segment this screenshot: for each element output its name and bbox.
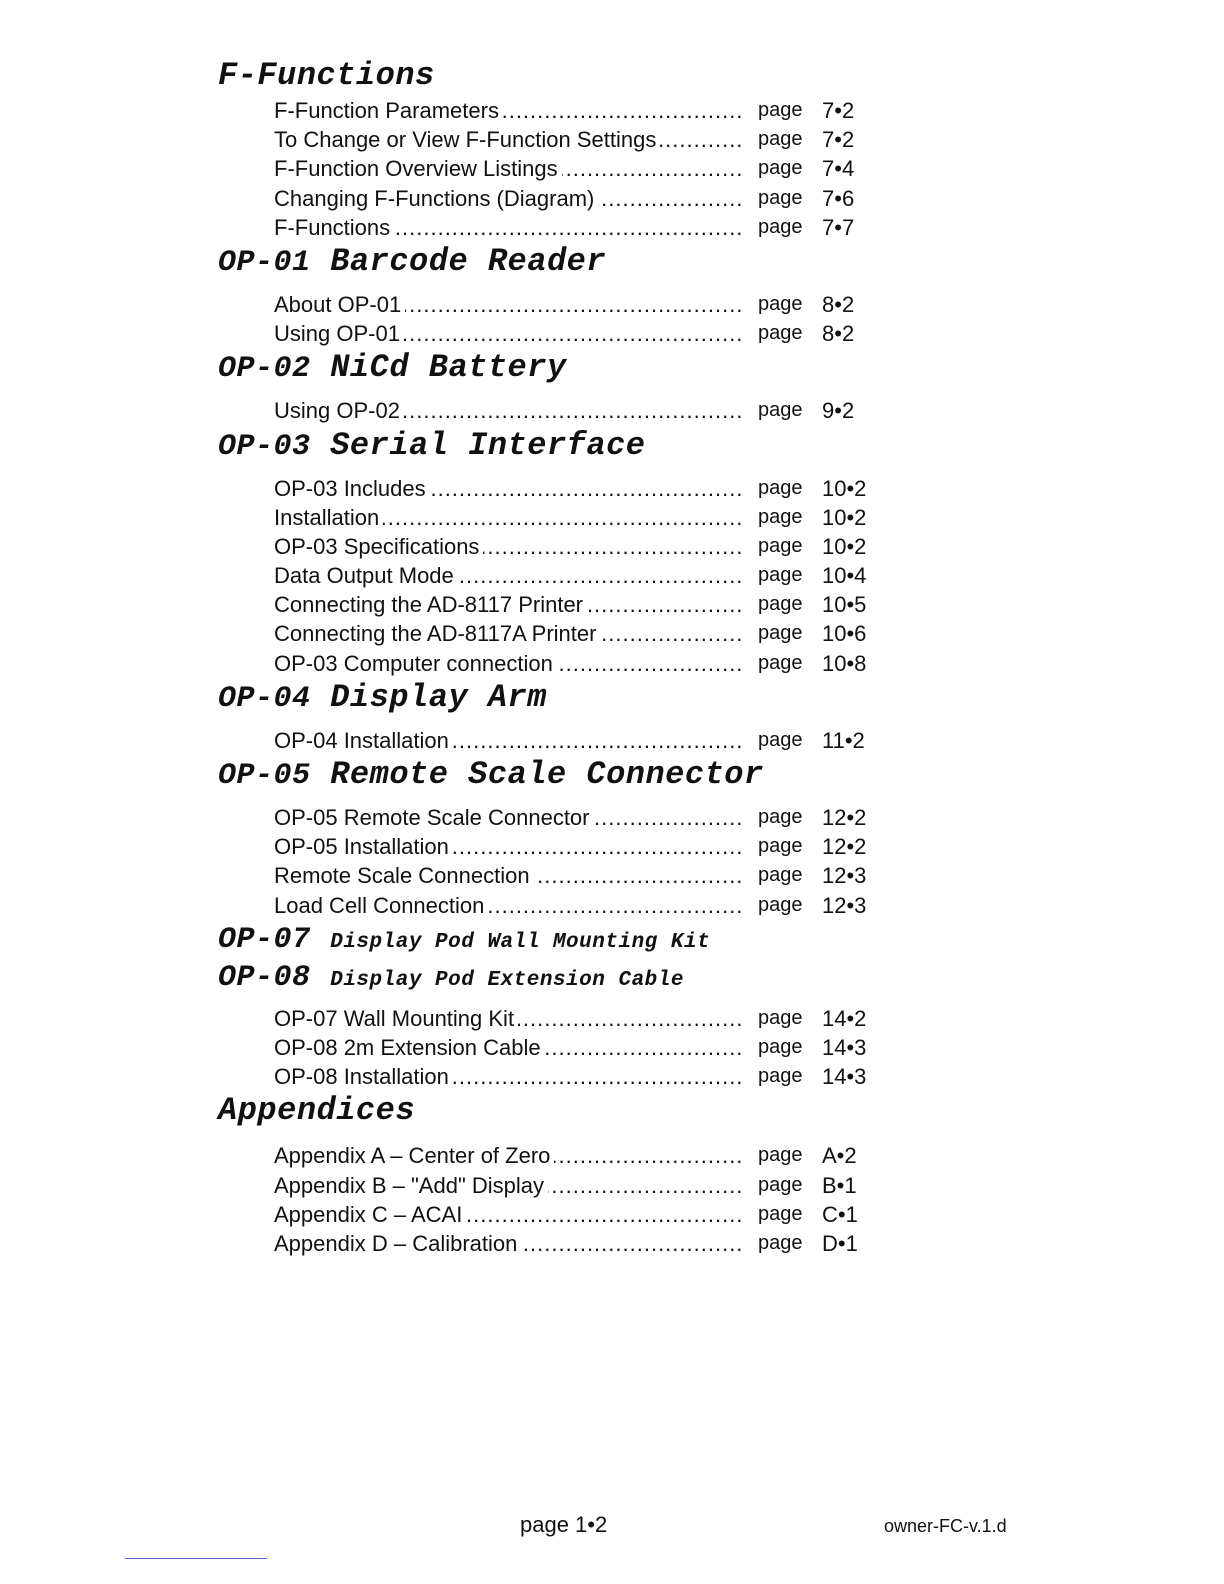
toc-entry-page: 10•5 (822, 592, 867, 618)
section-title: Barcode Reader (330, 242, 607, 280)
page-word: page (758, 1006, 803, 1029)
toc-entry-page: 10•2 (822, 533, 867, 559)
toc-entry-page: 7•4 (822, 156, 855, 182)
toc-entry[interactable] (274, 125, 874, 154)
toc-entry[interactable] (274, 726, 874, 755)
toc-entry-page: 12•2 (822, 805, 867, 830)
toc-entry[interactable] (274, 803, 874, 832)
toc-entry-label: Appendix B – "Add" Display (274, 1173, 548, 1198)
toc-entry-label: OP-07 Wall Mounting Kit (274, 1006, 518, 1031)
toc-entry[interactable] (274, 649, 874, 678)
toc-entry-page: A•2 (822, 1143, 857, 1169)
toc-entry-label: OP-05 Installation (274, 834, 453, 859)
toc-entry-label: F-Function Parameters (274, 98, 503, 123)
toc-entry[interactable] (274, 474, 874, 503)
section-heading-op08 (218, 958, 918, 996)
section-title: Serial Interface (330, 426, 646, 464)
page-word: page (758, 651, 803, 674)
toc-entry-label: Installation (274, 505, 383, 530)
toc-entry-page: 8•2 (822, 321, 855, 347)
page-word: page (758, 476, 803, 499)
divider (125, 1558, 267, 1559)
page-word: page (758, 1065, 803, 1088)
toc-entry-page: D•1 (822, 1230, 858, 1256)
page-word: page (758, 1231, 803, 1254)
section-heading-appendices (218, 1091, 918, 1131)
section-code: OP-03 (218, 429, 311, 464)
page-word: page (758, 505, 803, 528)
toc-entry[interactable] (274, 1033, 874, 1062)
page-word: page (758, 99, 803, 121)
section-code: OP-01 (218, 245, 311, 280)
page-word: page (758, 564, 803, 587)
toc-entry-page: 7•6 (822, 185, 855, 211)
toc-entry[interactable] (274, 1004, 874, 1033)
toc-entry-page: 10•2 (822, 504, 867, 530)
page-word: page (758, 534, 803, 557)
toc-entry-label: OP-03 Includes (274, 476, 430, 501)
section-title: F-Functions (218, 57, 435, 94)
toc-entry[interactable] (274, 590, 874, 619)
page-word: page (758, 1144, 803, 1167)
toc-entry-page: 12•2 (822, 834, 867, 860)
toc-entry[interactable] (274, 213, 874, 242)
section-title: Display Pod Wall Mounting Kit (330, 930, 711, 954)
toc-entry-label: Changing F-Functions (Diagram) (274, 186, 598, 211)
toc-entry[interactable] (274, 1229, 874, 1258)
toc-entry[interactable] (274, 861, 874, 890)
toc-entry-label: OP-08 Installation (274, 1064, 453, 1089)
page-word: page (758, 835, 803, 858)
page-word: page (758, 1202, 803, 1225)
page-word: page (758, 157, 803, 180)
toc-entry-label: About OP-01 (274, 292, 405, 317)
toc-entry-label: OP-03 Computer connection (274, 651, 557, 676)
toc-entry[interactable] (274, 532, 874, 561)
toc-entry-label: OP-03 Specifications (274, 534, 483, 559)
page-word: page (758, 622, 803, 645)
toc-entry-page: 12•3 (822, 892, 867, 918)
toc-entry-label: Using OP-01 (274, 321, 404, 346)
section-code: OP-07 (218, 922, 311, 957)
toc-entry-label: Remote Scale Connection (274, 863, 534, 888)
toc-entry-label: Data Output Mode (274, 563, 458, 588)
toc-entry[interactable] (274, 1171, 874, 1200)
toc-entry-label: To Change or View F-Function Settings (274, 127, 660, 152)
page-number: page 1•2 (520, 1512, 608, 1537)
toc-entry[interactable] (274, 96, 874, 125)
toc-entry[interactable] (274, 503, 874, 532)
toc-entry[interactable] (274, 290, 874, 319)
toc-entry-page: 11•2 (822, 727, 865, 753)
toc-entry-page: 14•2 (822, 1005, 867, 1031)
page-word: page (758, 292, 803, 315)
toc-entry[interactable] (274, 561, 874, 590)
page-word: page (758, 728, 803, 751)
toc-entry-page: 7•7 (822, 214, 855, 240)
page-word: page (758, 322, 803, 345)
page-word: page (758, 893, 803, 916)
toc-entry-label: F-Functions (274, 215, 394, 240)
toc-entry-page: 14•3 (822, 1064, 867, 1090)
toc-entry-page: B•1 (822, 1172, 857, 1198)
section-heading-op05 (218, 755, 918, 795)
section-code: OP-05 (218, 759, 311, 793)
toc-entry-label: OP-04 Installation (274, 728, 453, 753)
toc-entry-page: 9•2 (822, 398, 855, 424)
toc-entry[interactable] (274, 396, 874, 425)
toc-entry-page: 8•2 (822, 291, 855, 317)
toc-entry[interactable] (274, 619, 874, 648)
toc-entry-page: 7•2 (822, 98, 855, 123)
toc-entry[interactable] (274, 184, 874, 213)
page-word: page (758, 215, 803, 238)
table-of-contents (218, 56, 918, 1258)
toc-entry-label: Connecting the AD-8117 Printer (274, 592, 587, 617)
toc-entry-label: F-Function Overview Listings (274, 156, 562, 181)
toc-entry[interactable] (274, 832, 874, 861)
toc-entry[interactable] (274, 1141, 874, 1170)
toc-entry-page: 14•3 (822, 1034, 867, 1060)
section-title: Display Pod Extension Cable (330, 968, 684, 992)
page-word: page (758, 399, 803, 422)
section-code: OP-04 (218, 681, 311, 716)
section-heading-f-functions (218, 56, 918, 96)
toc-entry[interactable] (274, 891, 874, 920)
toc-entry-page: 12•3 (822, 863, 867, 889)
section-code: OP-02 (218, 352, 311, 387)
section-code: OP-08 (218, 960, 311, 995)
toc-entry-label: OP-05 Remote Scale Connector (274, 805, 594, 830)
toc-entry-label: OP-08 2m Extension Cable (274, 1035, 545, 1060)
toc-entry[interactable] (274, 1200, 874, 1229)
toc-entry-page: 10•2 (822, 475, 867, 501)
section-title: Appendices (218, 1092, 416, 1130)
toc-entry-label: Appendix D – Calibration (274, 1231, 521, 1256)
toc-entry-page: 10•6 (822, 621, 867, 647)
section-title: Remote Scale Connector (330, 756, 764, 793)
toc-entry-label: Appendix C – ACAI (274, 1202, 466, 1227)
toc-entry[interactable] (274, 154, 874, 183)
toc-entry-label: Appendix A – Center of Zero (274, 1143, 554, 1168)
document-id: owner-FC-v.1.d (884, 1516, 1007, 1536)
toc-entry[interactable] (274, 319, 874, 348)
toc-entry-label: Load Cell Connection (274, 893, 488, 918)
page-word: page (758, 128, 803, 151)
toc-entry-page: 10•8 (822, 650, 867, 676)
section-heading-op07 (218, 920, 918, 958)
toc-entry-label: Using OP-02 (274, 398, 404, 423)
section-title: NiCd Battery (330, 349, 567, 387)
page-word: page (758, 186, 803, 209)
toc-entry-page: 7•2 (822, 127, 855, 153)
page-word: page (758, 806, 803, 828)
section-heading-op04 (218, 678, 918, 718)
toc-entry-page: C•1 (822, 1201, 858, 1227)
toc-entry-label: Connecting the AD-8117A Printer (274, 621, 600, 646)
section-title: Display Arm (330, 678, 547, 716)
page-word: page (758, 864, 803, 887)
section-heading-op03 (218, 426, 918, 466)
page-word: page (758, 1035, 803, 1058)
toc-entry-page: 10•4 (822, 563, 867, 589)
section-heading-op01 (218, 242, 918, 282)
section-heading-op02 (218, 348, 918, 388)
page-word: page (758, 593, 803, 616)
toc-entry[interactable] (274, 1062, 874, 1091)
page-word: page (758, 1173, 803, 1196)
